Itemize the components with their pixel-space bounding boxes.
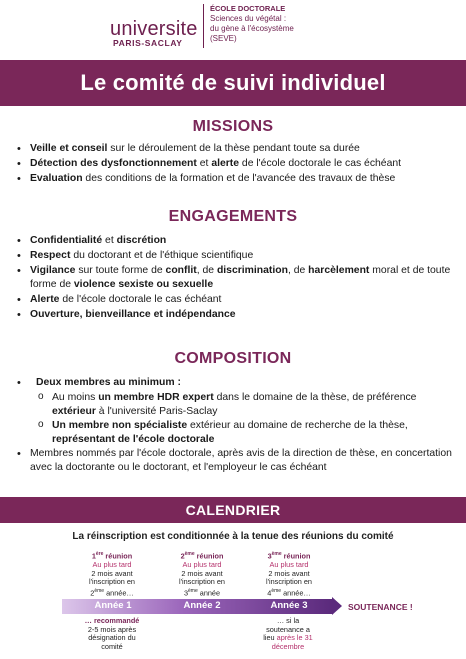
reunion-title: 3ème réunion bbox=[267, 551, 311, 561]
reunion-line: 3ème année bbox=[183, 587, 221, 598]
reunion-deadline: Au plus tard bbox=[269, 560, 309, 570]
engagements-item: • Ouverture, bienveillance et indépendance bbox=[14, 308, 458, 322]
missions-item: • Détection des dysfonctionnement et alerte de l'école doctorale le cas échéant bbox=[14, 157, 458, 171]
note-line: lieu après le 31 bbox=[263, 633, 313, 643]
composition-main-text: Deux membres au minimum : bbox=[36, 377, 181, 388]
reunion-2 bbox=[167, 550, 237, 598]
page-title: Le comité de suivi individuel bbox=[80, 70, 386, 95]
missions-heading: MISSIONS bbox=[192, 118, 274, 135]
year-2-label: Année 2 bbox=[183, 600, 221, 611]
timeline-arrow bbox=[62, 599, 340, 614]
calendrier-band bbox=[0, 497, 466, 523]
reunion-deadline: Au plus tard bbox=[92, 560, 132, 570]
engagements-item: • Alerte de l'école doctorale le cas échéant bbox=[14, 293, 458, 307]
reunion-line: 2 mois avant bbox=[181, 568, 223, 578]
note-line: 2-5 mois après bbox=[87, 624, 137, 634]
reunion-title: 1ère réunion bbox=[91, 551, 133, 561]
reunion-line: l'inscription en bbox=[178, 577, 225, 587]
year-3-label: Année 3 bbox=[270, 600, 308, 611]
university-logo-sub: PARIS-SACLAY bbox=[113, 38, 183, 48]
composition-heading: COMPOSITION bbox=[174, 350, 292, 367]
note-line: … si la bbox=[276, 616, 300, 625]
composition-list bbox=[14, 376, 458, 476]
note-recommande bbox=[72, 617, 152, 651]
reunion-deadline: Au plus tard bbox=[182, 560, 222, 570]
header bbox=[0, 0, 466, 60]
note-line: décembre bbox=[271, 641, 305, 651]
composition-last-item: • Membres nommés par l'école doctorale, après avis de la direction de thèse, en concertation avec la doctorante ou le doctorant, et l'employeur le cas échéant bbox=[14, 447, 458, 475]
year-1-label: Année 1 bbox=[94, 600, 132, 611]
ecole-doctorale-label: ÉCOLE DOCTORALE bbox=[210, 4, 286, 13]
composition-main-item bbox=[14, 376, 458, 390]
missions-list bbox=[14, 142, 458, 187]
calendrier-heading: CALENDRIER bbox=[185, 502, 281, 518]
timeline-arrowhead bbox=[332, 597, 342, 615]
engagements-item: • Respect du doctorant et de l'éthique scientifique bbox=[14, 249, 458, 263]
title-band bbox=[0, 60, 466, 106]
reunion-3 bbox=[254, 550, 324, 598]
reunion-line: l'inscription en bbox=[88, 577, 135, 587]
ed-line-1: Sciences du végétal : bbox=[210, 14, 287, 23]
calendrier-subtitle: La réinscription est conditionnée à la tenue des réunions du comité bbox=[72, 531, 394, 542]
note-line: soutenance a bbox=[266, 624, 310, 634]
reunion-line: 2 mois avant bbox=[268, 568, 310, 578]
engagements-list bbox=[14, 234, 458, 323]
reunion-line: l'inscription en bbox=[265, 577, 312, 587]
ed-line-2: du gène à l'écosystème bbox=[210, 24, 294, 33]
composition-sub-item: o Au moins un membre HDR expert dans le domaine de la thèse, de préférence extérieur à l'université Paris-Saclay bbox=[14, 391, 458, 419]
note-line: comité bbox=[101, 641, 123, 651]
reunion-line: 2ème année… bbox=[90, 587, 134, 598]
ed-line-3: (SEVE) bbox=[210, 34, 237, 43]
engagements-item: • Vigilance sur toute forme de conflit, de discrimination, de harcèlement moral et de toute forme de violence sexiste ou sexuelle bbox=[14, 264, 458, 292]
engagements-item: • Confidentialité et discrétion bbox=[14, 234, 458, 248]
reunion-title: 2ème réunion bbox=[180, 551, 224, 561]
note-line: désignation du bbox=[88, 633, 136, 643]
note-line: … recommandé bbox=[84, 616, 140, 625]
logo-divider bbox=[203, 4, 204, 48]
missions-item: • Veille et conseil sur le déroulement de la thèse pendant toute sa durée bbox=[14, 142, 458, 156]
missions-item: • Evaluation des conditions de la formation et de l'avancée des travaux de thèse bbox=[14, 172, 458, 186]
note-soutenance bbox=[248, 617, 328, 651]
university-logo-word: universite bbox=[110, 18, 198, 40]
reunion-line: 4ème année… bbox=[267, 587, 311, 598]
engagements-heading: ENGAGEMENTS bbox=[168, 208, 298, 225]
reunion-1 bbox=[77, 550, 147, 598]
composition-sub-item: o Un membre non spécialiste extérieur au domaine de recherche de la thèse, représentant de l'école doctorale bbox=[14, 419, 458, 447]
reunion-line: 2 mois avant bbox=[91, 568, 133, 578]
soutenance-label: SOUTENANCE ! bbox=[348, 602, 413, 612]
